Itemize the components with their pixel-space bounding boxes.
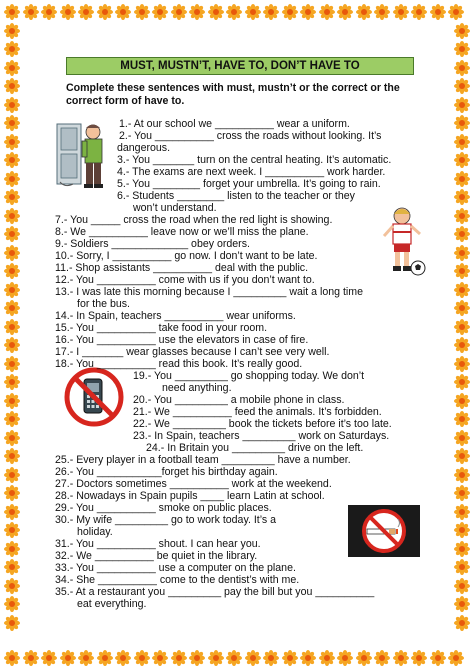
sentence-29: 29.- You __________ smoke on public places. — [55, 502, 272, 514]
sunflower-icon — [4, 78, 20, 94]
sunflower-icon — [41, 650, 57, 666]
sunflower-icon — [374, 4, 390, 20]
sentence-27: 27.- Doctors sometimes __________ work at the weekend. — [55, 478, 332, 490]
sunflower-icon — [4, 541, 20, 557]
sunflower-icon — [4, 337, 20, 353]
sunflower-icon — [208, 650, 224, 666]
sentence-10: 10.- Sorry, I __________ go now. I don’t want to be late. — [55, 250, 318, 262]
sunflower-icon — [448, 650, 464, 666]
sentence-35: 35.- At a restaurant you _________ pay the bill but you __________ — [55, 586, 375, 598]
sunflower-icon — [152, 4, 168, 20]
sunflower-icon — [454, 115, 470, 131]
sunflower-icon — [4, 430, 20, 446]
sentence-25: 25.- Every player in a football team _________ have a number. — [55, 454, 351, 466]
sentence-15: 15.- You __________ take food in your room. — [55, 322, 268, 334]
sunflower-icon — [134, 4, 150, 20]
man-at-door-illustration — [55, 118, 113, 196]
instructions-text: Complete these sentences with must, mustn’t or the correct or the correct form of have to. — [66, 82, 400, 107]
sunflower-icon — [454, 356, 470, 372]
sentence-16: 16.- You __________ use the elevators in case of fire. — [55, 334, 309, 346]
sunflower-icon — [454, 78, 470, 94]
sentence-20: 20.- You _________ a mobile phone in class. — [133, 394, 345, 406]
sunflower-icon — [411, 4, 427, 20]
sunflower-icon — [337, 4, 353, 20]
sentence-2-cont: dangerous. — [117, 142, 171, 154]
no-mobile-phone-sign — [63, 366, 125, 428]
sunflower-icon — [454, 152, 470, 168]
sunflower-icon — [4, 374, 20, 390]
sunflower-icon — [4, 282, 20, 298]
sunflower-icon — [454, 319, 470, 335]
sunflower-icon — [300, 650, 316, 666]
sunflower-icon — [454, 60, 470, 76]
sentence-18: 18.- You __________ read this book. It’s really good. — [55, 358, 303, 370]
sunflower-icon — [134, 650, 150, 666]
sunflower-icon — [23, 650, 39, 666]
sunflower-icon — [454, 23, 470, 39]
sunflower-icon — [4, 650, 20, 666]
sunflower-icon — [189, 650, 205, 666]
sentence-21: 21.- We __________ feed the animals. It’s forbidden. — [133, 406, 382, 418]
sentence-30-cont: holiday. — [77, 526, 113, 538]
sunflower-icon — [454, 134, 470, 150]
sunflower-icon — [4, 208, 20, 224]
sunflower-icon — [4, 23, 20, 39]
sunflower-icon — [454, 430, 470, 446]
sunflower-icon — [4, 152, 20, 168]
sunflower-icon — [4, 448, 20, 464]
no-smoking-sign — [348, 505, 420, 557]
sentence-5: 5.- You ________ forget your umbrella. It’s going to rain. — [117, 178, 381, 190]
sentence-8: 8.- We __________ leave now or we’ll miss the plane. — [55, 226, 309, 238]
sunflower-icon — [4, 226, 20, 242]
sentence-22: 22.- We _________ book the tickets before it’s too late. — [133, 418, 392, 430]
worksheet-title: MUST, MUSTN’T, HAVE TO, DON’T HAVE TO — [66, 57, 414, 75]
sentence-7: 7.- You _____ cross the road when the red light is showing. — [55, 214, 333, 226]
sentence-24: 24.- In Britain you _________ drive on the left. — [146, 442, 364, 454]
sunflower-icon — [319, 4, 335, 20]
sunflower-icon — [454, 41, 470, 57]
sunflower-icon — [454, 393, 470, 409]
sentence-31: 31.- You __________ shout. I can hear you. — [55, 538, 261, 550]
sentence-6-cont: won’t understand. — [133, 202, 217, 214]
sunflower-icon — [454, 522, 470, 538]
sunflower-icon — [356, 4, 372, 20]
sunflower-icon — [4, 115, 20, 131]
sunflower-icon — [454, 504, 470, 520]
football-player-illustration — [378, 206, 430, 278]
sunflower-icon — [4, 393, 20, 409]
sunflower-icon — [4, 559, 20, 575]
sentence-13: 13.- I was late this morning because I _________ wait a long time — [55, 286, 363, 298]
sunflower-icon — [60, 4, 76, 20]
sunflower-icon — [171, 650, 187, 666]
sunflower-icon — [115, 4, 131, 20]
sentence-33: 33.- You __________ use a computer on the plane. — [55, 562, 296, 574]
sunflower-icon — [4, 615, 20, 631]
sunflower-icon — [4, 245, 20, 261]
sunflower-icon — [454, 300, 470, 316]
sunflower-icon — [454, 245, 470, 261]
sunflower-icon — [454, 97, 470, 113]
sunflower-icon — [454, 596, 470, 612]
sentence-11: 11.- Shop assistants __________ deal with the public. — [55, 262, 309, 274]
sentence-19: 19.- You _________ go shopping today. We don’t — [133, 370, 365, 382]
sunflower-icon — [115, 650, 131, 666]
sunflower-icon — [454, 615, 470, 631]
sunflower-icon — [263, 650, 279, 666]
sunflower-icon — [4, 189, 20, 205]
sunflower-icon — [78, 650, 94, 666]
sunflower-icon — [282, 650, 298, 666]
sunflower-icon — [411, 650, 427, 666]
sunflower-icon — [454, 467, 470, 483]
sunflower-icon — [189, 4, 205, 20]
sentence-6: 6.- Students ________ listen to the teacher or they — [117, 190, 355, 202]
sunflower-icon — [300, 4, 316, 20]
sentence-26: 26.- You ___________forget his birthday again. — [55, 466, 278, 478]
sentence-28: 28.- Nowadays in Spain pupils ____ learn Latin at school. — [55, 490, 325, 502]
sunflower-icon — [171, 4, 187, 20]
sentence-23: 23.- In Spain, teachers _________ work on Saturdays. — [133, 430, 390, 442]
sunflower-icon — [263, 4, 279, 20]
sunflower-icon — [4, 411, 20, 427]
sunflower-icon — [454, 263, 470, 279]
sunflower-icon — [4, 467, 20, 483]
sunflower-icon — [430, 650, 446, 666]
sunflower-icon — [97, 4, 113, 20]
sunflower-icon — [60, 650, 76, 666]
sunflower-icon — [374, 650, 390, 666]
sunflower-icon — [356, 650, 372, 666]
sentence-4: 4.- The exams are next week. I __________ work harder. — [117, 166, 386, 178]
sunflower-icon — [4, 485, 20, 501]
sunflower-icon — [4, 319, 20, 335]
sentence-14: 14.- In Spain, teachers __________ wear uniforms. — [55, 310, 296, 322]
sunflower-icon — [319, 650, 335, 666]
sunflower-icon — [78, 4, 94, 20]
sunflower-icon — [208, 4, 224, 20]
sentence-30: 30.- My wife _________ go to work today. It’s a — [55, 514, 277, 526]
sunflower-icon — [97, 650, 113, 666]
sunflower-icon — [4, 356, 20, 372]
sunflower-icon — [4, 134, 20, 150]
sunflower-icon — [337, 650, 353, 666]
sunflower-icon — [454, 578, 470, 594]
sentence-2: 2.- You __________ cross the roads without looking. It’s — [119, 130, 382, 142]
sunflower-icon — [393, 650, 409, 666]
sunflower-icon — [4, 263, 20, 279]
sunflower-icon — [226, 650, 242, 666]
sunflower-icon — [4, 171, 20, 187]
sunflower-icon — [454, 208, 470, 224]
sentence-35-cont: eat everything. — [77, 598, 147, 610]
sentence-3: 3.- You _______ turn on the central heating. It’s automatic. — [117, 154, 392, 166]
sunflower-icon — [454, 282, 470, 298]
sunflower-icon — [245, 4, 261, 20]
sunflower-icon — [4, 4, 20, 20]
sunflower-icon — [4, 596, 20, 612]
sunflower-icon — [245, 650, 261, 666]
sunflower-icon — [282, 4, 298, 20]
sunflower-icon — [4, 578, 20, 594]
sunflower-icon — [4, 300, 20, 316]
sunflower-icon — [4, 41, 20, 57]
sunflower-icon — [430, 4, 446, 20]
sentence-19-cont: need anything. — [162, 382, 232, 394]
sunflower-icon — [23, 4, 39, 20]
sunflower-icon — [454, 541, 470, 557]
sunflower-icon — [454, 226, 470, 242]
sunflower-icon — [454, 337, 470, 353]
sunflower-icon — [454, 171, 470, 187]
sunflower-icon — [152, 650, 168, 666]
sunflower-icon — [454, 411, 470, 427]
sentence-1: 1.- At our school we __________ wear a uniform. — [119, 118, 350, 130]
sunflower-icon — [4, 504, 20, 520]
sentence-12: 12.- You __________ come with us if you don’t want to. — [55, 274, 315, 286]
sunflower-icon — [454, 189, 470, 205]
sentence-17: 17.- I _______ wear glasses because I can’t see very well. — [55, 346, 330, 358]
sentence-13-cont: for the bus. — [77, 298, 130, 310]
sunflower-icon — [4, 522, 20, 538]
sunflower-icon — [454, 374, 470, 390]
sentence-9: 9.- Soldiers _____________ obey orders. — [55, 238, 250, 250]
sunflower-icon — [393, 4, 409, 20]
sunflower-icon — [226, 4, 242, 20]
sunflower-icon — [454, 448, 470, 464]
sunflower-icon — [4, 97, 20, 113]
sunflower-icon — [454, 559, 470, 575]
sunflower-icon — [448, 4, 464, 20]
sunflower-icon — [454, 485, 470, 501]
sunflower-icon — [4, 60, 20, 76]
sunflower-icon — [41, 4, 57, 20]
sentence-32: 32.- We __________ be quiet in the library. — [55, 550, 258, 562]
sentence-34: 34.- She __________ come to the dentist’s with me. — [55, 574, 300, 586]
